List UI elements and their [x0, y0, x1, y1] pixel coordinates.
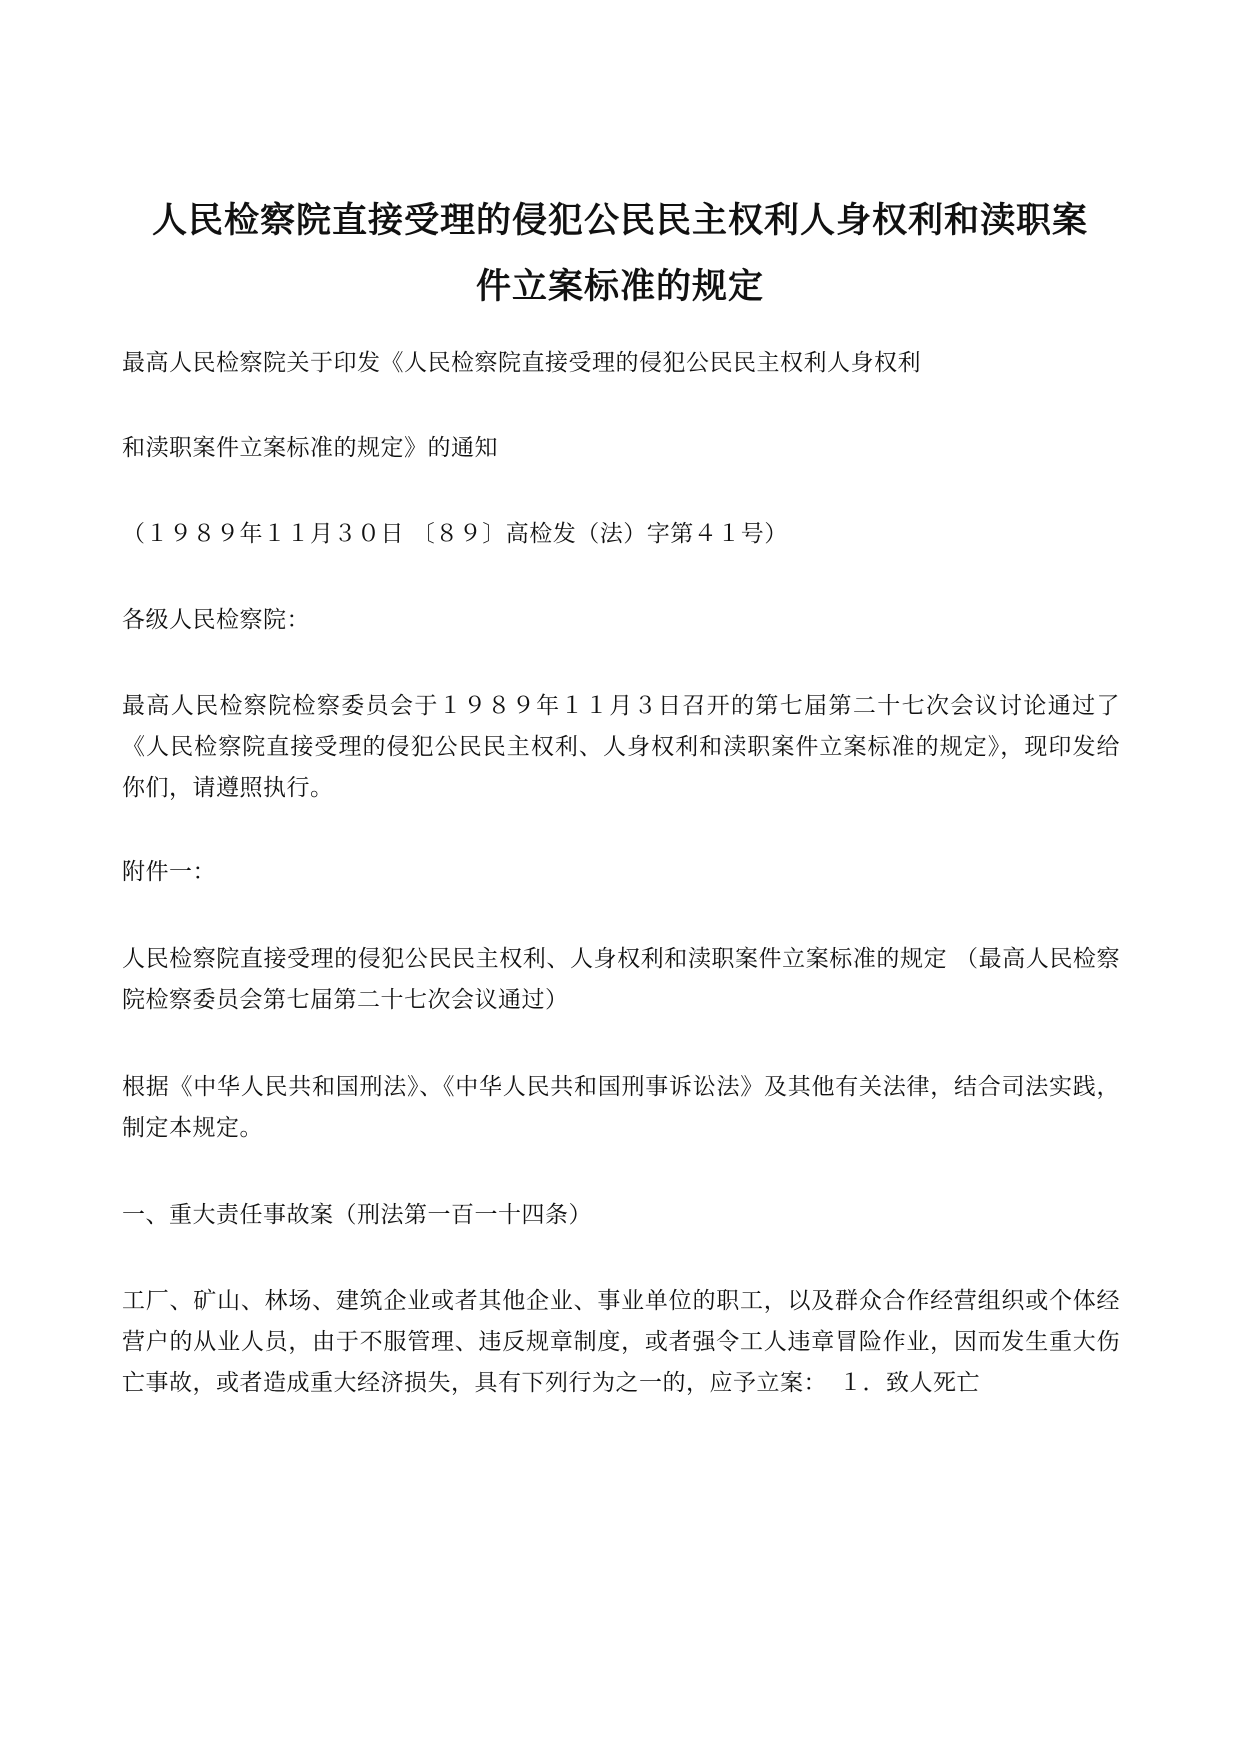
- section-one-heading: 一、重大责任事故案（刑法第一百一十四条）: [122, 1202, 592, 1228]
- document-title-line-2: 件立案标准的规定: [475, 266, 764, 307]
- notice-title-line-2: 和渎职案件立案标准的规定》的通知: [122, 435, 498, 461]
- notice-body-paragraph: 最高人民检察院检察委员会于１９８９年１１月３日召开的第七届第二十七次会议讨论通过了《人民检察院直接受理的侵犯公民民主权利、人身权利和渎职案件立案标准的规定》，现印发给你们，请遵照执行。: [122, 693, 1120, 801]
- section-one-text: 工厂、矿山、林场、建筑企业或者其他企业、事业单位的职工，以及群众合作经营组织或个体经营户的从业人员，由于不服管理、违反规章制度，或者强令工人违章冒险作业，因而发生重大伤亡事故，或者造成重大经济损失，具有下列行为之一的，应予立案： １．致人死亡: [122, 1288, 1120, 1396]
- date-and-document-number: （１９８９年１１月３０日 〔８９〕高检发（法）字第４１号）: [122, 521, 788, 547]
- notice-title-line-1: 最高人民检察院关于印发《人民检察院直接受理的侵犯公民民主权利人身权利: [122, 350, 921, 376]
- attachment-title: 人民检察院直接受理的侵犯公民民主权利、人身权利和渎职案件立案标准的规定 （最高人民检察院检察委员会第七届第二十七次会议通过）: [122, 946, 1120, 1013]
- attachment-label: 附件一：: [122, 859, 216, 885]
- basis-paragraph: 根据《中华人民共和国刑法》、《中华人民共和国刑事诉讼法》及其他有关法律，结合司法实践，制定本规定。: [122, 1074, 1120, 1141]
- document-title: [118, 188, 1122, 320]
- document-title-line-1: 人民检察院直接受理的侵犯公民民主权利人身权利和渎职案: [151, 200, 1088, 241]
- salutation: 各级人民检察院：: [122, 607, 310, 633]
